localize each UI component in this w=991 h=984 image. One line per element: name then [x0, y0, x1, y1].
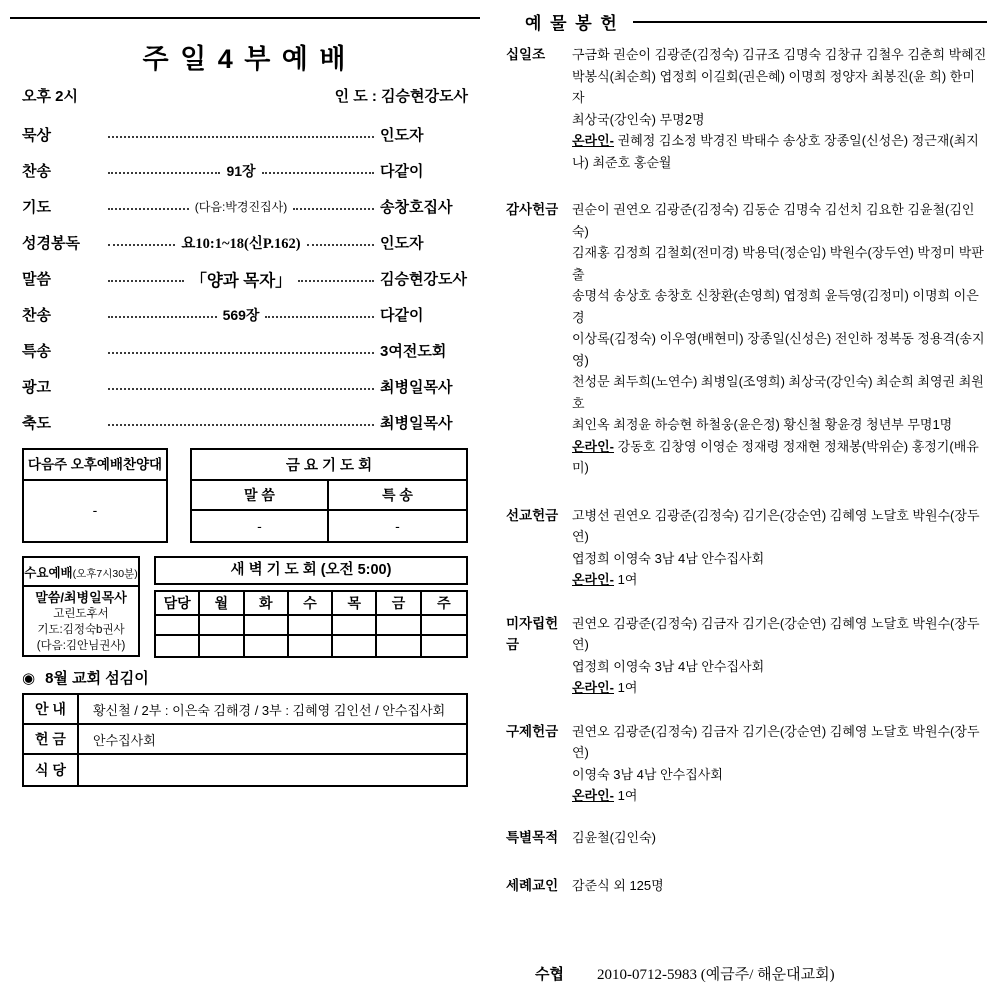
page-title: 주 일 4 부 예 배 — [142, 44, 348, 74]
section-body — [572, 199, 987, 479]
section-label: 특별목적 — [506, 829, 559, 845]
name-line: 권순이 권연오 김광준(김정숙) 김동순 김명숙 김선치 김요한 김윤철(김인숙) — [572, 202, 975, 239]
section-mission — [499, 505, 987, 591]
friday-prayer-col2: 특 송 — [329, 481, 466, 511]
friday-prayer-val2: - — [395, 518, 400, 534]
name-line: 이상록(김정숙) 이우영(배현미) 장종일(신성은) 전인하 정복동 정용격(송지영) — [572, 331, 985, 368]
order-row-hymn2 — [22, 304, 468, 325]
sermon-title: 「양과 목자」 — [190, 271, 292, 290]
next-week-choir-header: 다음주 오후예배찬양대 — [24, 450, 166, 481]
order-person: 김승현강도사 — [380, 271, 467, 288]
order-of-service — [22, 124, 468, 433]
dawn-empty-cell — [200, 636, 244, 656]
online-names: 강동호 김창영 이영순 정재령 정재현 정채봉(박위순) 홍정기(배유미) — [572, 438, 979, 475]
friday-prayer-val1: - — [192, 511, 329, 541]
section-label: 구제헌금 — [506, 723, 559, 739]
order-person: 다같이 — [380, 163, 424, 180]
dawn-col-thu: 목 — [333, 592, 377, 616]
online-label: 온라인- — [572, 572, 615, 587]
dawn-empty-cell — [156, 636, 200, 656]
order-row-hymn1 — [22, 160, 468, 181]
serving-row-value: 황신철 / 2부 : 이은숙 김해경 / 3부 : 김혜영 김인선 / 안수집사회 — [93, 702, 446, 718]
dawn-col-tue: 화 — [245, 592, 289, 616]
wednesday-service-body — [24, 587, 138, 654]
dotted-leader — [108, 208, 189, 210]
section-label: 세례교인 — [506, 878, 559, 893]
wednesday-service-table — [22, 556, 140, 657]
order-center-value: 91장 — [226, 162, 256, 179]
dotted-leader — [298, 280, 374, 282]
dawn-empty-cell — [245, 636, 289, 656]
dawn-prayer-grid — [154, 590, 468, 658]
name-line: 이영숙 3남 4남 안수집사회 — [572, 766, 723, 782]
section-tithe — [499, 44, 987, 173]
dawn-empty-cell — [333, 616, 377, 636]
order-person: 인도자 — [380, 235, 424, 252]
online-names: 1여 — [617, 572, 638, 587]
dawn-prayer-header: 새 벽 기 도 회 (오전 5:00) — [154, 556, 468, 585]
wednesday-sermon: 말씀/최병일목사 — [35, 590, 127, 605]
order-person: 최병일목사 — [380, 379, 453, 396]
dawn-empty-cell — [156, 616, 200, 636]
order-person: 3여전도회 — [380, 343, 447, 360]
order-row-sermon — [22, 268, 468, 289]
order-label: 축도 — [22, 415, 51, 432]
august-serving-heading — [22, 667, 468, 688]
service-leader: 인 도 : 김승현강도사 — [334, 88, 468, 105]
friday-prayer-col1: 말 씀 — [192, 481, 329, 511]
name-line: 최인옥 최정윤 하승현 하철웅(윤은정) 황신철 황윤경 청년부 무명1명 — [572, 417, 953, 432]
online-label: 온라인- — [572, 788, 615, 803]
name-line: 권연오 김광준(김정숙) 김금자 김기은(강순연) 김혜영 노달호 박원수(장두연) — [572, 615, 980, 652]
dawn-col-mon: 월 — [200, 592, 244, 616]
wednesday-scripture: 고린도후서 — [53, 608, 109, 620]
dawn-empty-cell — [377, 636, 421, 656]
name-line: 고병선 권연오 김광준(김정숙) 김기은(강순연) 김혜영 노달호 박원수(장두연) — [572, 507, 980, 544]
info-tables-row1 — [22, 448, 468, 543]
dawn-col-fri: 금 — [377, 592, 421, 616]
dawn-col-duty: 담당 — [156, 592, 200, 616]
section-self-support — [499, 613, 987, 699]
august-serving-table — [22, 693, 468, 787]
order-label: 말씀 — [22, 271, 51, 288]
dotted-leader — [108, 280, 184, 282]
section-baptized-members — [499, 875, 987, 897]
online-names: 권혜정 김소정 박경진 박태수 송상호 장종일(신성은) 정근재(최지나) 최준호 홍순월 — [572, 133, 979, 170]
dawn-empty-cell — [245, 616, 289, 636]
online-line — [572, 130, 987, 173]
bank-label: 수협 — [535, 965, 564, 983]
heading-rule — [633, 21, 987, 23]
offering-column — [499, 0, 987, 984]
dawn-empty-cell — [289, 616, 333, 636]
online-label: 온라인- — [572, 133, 615, 148]
name-line: 김재홍 김정희 김철회(전미경) 박용덕(정순임) 박원수(장두연) 박정미 박판출 — [572, 245, 984, 282]
online-label: 온라인- — [572, 438, 615, 454]
bank-account-row — [535, 963, 987, 984]
name-line: 권연오 김광준(김정숙) 김금자 김기은(강순연) 김혜영 노달호 박원수(장두연) — [572, 723, 980, 760]
name-line: 박봉식(최순희) 엽정희 이길회(권은혜) 이명희 정양자 최봉진(윤 희) 한미자 — [572, 68, 975, 105]
dawn-empty-cell — [333, 636, 377, 656]
dotted-leader — [293, 208, 374, 210]
order-label: 기도 — [22, 199, 51, 216]
wednesday-service-header — [24, 558, 138, 587]
table-row — [24, 725, 466, 755]
next-week-choir-table — [22, 448, 168, 543]
dawn-empty-cell — [422, 616, 466, 636]
dawn-col-week: 주 — [422, 592, 466, 616]
online-line — [572, 569, 987, 591]
online-line — [572, 436, 987, 479]
wednesday-title: 수요예배 — [24, 566, 73, 580]
dotted-leader — [108, 424, 374, 426]
order-person: 인도자 — [380, 127, 424, 144]
order-center-value: (다음:박경진집사) — [194, 200, 288, 214]
order-row-announcements — [22, 376, 468, 397]
online-label: 온라인- — [572, 680, 615, 695]
section-relief — [499, 721, 987, 807]
dotted-leader — [108, 136, 374, 138]
dawn-prayer-table — [154, 556, 468, 658]
order-row-scripture — [22, 232, 468, 253]
scripture-reference: 요10:1~18(신P.162) — [181, 236, 301, 252]
order-person: 다같이 — [380, 307, 424, 324]
online-names: 1여 — [617, 788, 638, 803]
serving-row-label: 안 내 — [24, 695, 79, 723]
offering-heading-row — [499, 9, 987, 34]
serving-row-label: 식 당 — [24, 755, 79, 785]
section-body — [572, 721, 987, 807]
next-week-choir-value: - — [92, 502, 98, 518]
section-body — [572, 505, 987, 591]
order-label: 성경봉독 — [22, 235, 80, 252]
dotted-leader — [262, 172, 374, 174]
order-label: 특송 — [22, 343, 51, 360]
dotted-leader — [108, 244, 175, 246]
friday-prayer-header: 금 요 기 도 회 — [192, 450, 466, 481]
section-label: 십일조 — [506, 47, 546, 62]
name-line: 천성문 최두희(노연수) 최병일(조영희) 최상국(강인숙) 최순희 최영권 최원호 — [572, 374, 984, 411]
section-body — [572, 613, 987, 699]
name-line: 송명석 송상호 송창호 신창환(손영희) 엽정희 윤득영(김정미) 이명희 이은경 — [572, 288, 979, 325]
order-label: 찬송 — [22, 307, 51, 324]
name-line: 최상국(강인숙) 무명2명 — [572, 111, 705, 127]
info-tables-row2 — [22, 556, 468, 658]
section-body — [572, 875, 987, 897]
dawn-empty-cell — [200, 616, 244, 636]
section-body — [572, 44, 987, 173]
name-line: 엽정희 이영숙 3남 4남 안수집사회 — [572, 658, 765, 674]
august-serving-title: 8월 교회 섬김이 — [45, 670, 149, 687]
dotted-leader — [307, 244, 374, 246]
section-body — [572, 827, 987, 849]
dotted-leader — [108, 352, 374, 354]
order-center-value: 569장 — [222, 306, 260, 323]
wednesday-next: (다음:김안님권사) — [36, 640, 126, 652]
dotted-leader — [108, 388, 374, 390]
serving-row-label: 헌 금 — [24, 725, 79, 753]
section-label: 감사헌금 — [506, 202, 559, 217]
online-line — [572, 785, 987, 807]
order-person: 송창호집사 — [380, 199, 453, 216]
friday-prayer-table — [190, 448, 468, 543]
section-thanksgiving — [499, 199, 987, 479]
order-row-meditation — [22, 124, 468, 145]
table-row — [24, 695, 466, 725]
wednesday-prayer: 기도:김정숙b권사 — [37, 624, 125, 636]
dawn-empty-cell — [422, 636, 466, 656]
order-row-special-song — [22, 340, 468, 361]
dotted-leader — [108, 316, 217, 318]
section-label: 선교헌금 — [506, 507, 559, 523]
dotted-leader — [265, 316, 374, 318]
serving-row-value: 안수집사회 — [93, 732, 156, 748]
dawn-empty-cell — [377, 616, 421, 636]
order-label: 묵상 — [22, 127, 51, 144]
online-names: 1여 — [617, 680, 638, 695]
name-line: 구금화 권순이 김광준(김정숙) 김규조 김명숙 김창규 김철우 김춘희 박혜진 — [572, 47, 987, 62]
name-line: 김윤철(김인숙) — [572, 829, 657, 845]
name-line: 엽정희 이영숙 3남 4남 안수집사회 — [572, 550, 765, 566]
order-row-prayer — [22, 196, 468, 217]
order-person: 최병일목사 — [380, 415, 453, 432]
dawn-col-wed: 수 — [289, 592, 333, 616]
order-label: 찬송 — [22, 163, 51, 180]
section-label: 미자립헌금 — [506, 615, 559, 652]
time-leader-row — [22, 85, 468, 106]
dawn-empty-cell — [289, 636, 333, 656]
dotted-leader — [108, 172, 220, 174]
offering-heading: 예 물 봉 헌 — [525, 14, 619, 33]
bullet-icon: ◉ — [22, 669, 36, 687]
section-special-purpose — [499, 827, 987, 849]
name-line: 감준식 외 125명 — [572, 878, 664, 893]
online-line — [572, 677, 987, 699]
service-time: 오후 2시 — [22, 88, 78, 105]
worship-order-column — [10, 0, 480, 984]
order-label: 광고 — [22, 379, 51, 396]
order-row-benediction — [22, 412, 468, 433]
wednesday-time: (오후7시30분) — [72, 568, 138, 580]
bank-account-number: 2010-0712-5983 (예금주/ 해운대교회) — [597, 966, 835, 983]
top-rule — [10, 17, 480, 19]
